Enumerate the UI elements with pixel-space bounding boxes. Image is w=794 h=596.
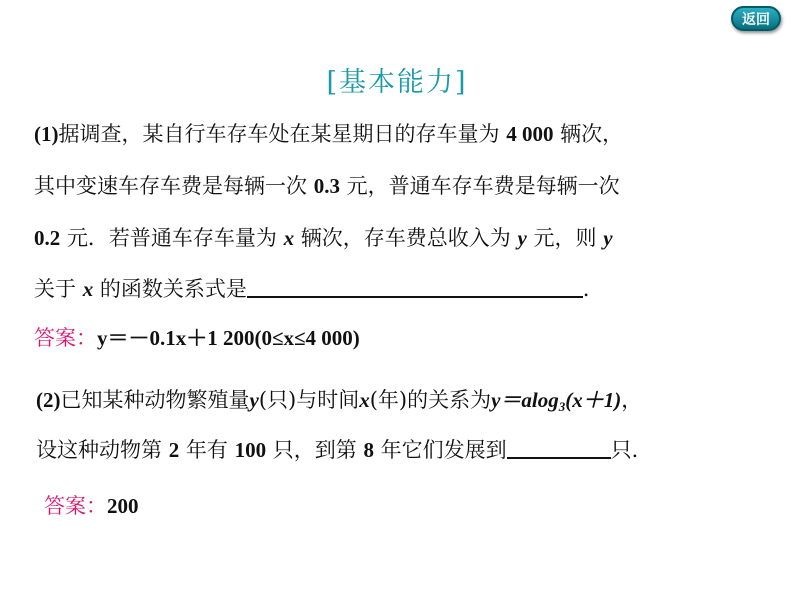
q2-text: ， bbox=[621, 388, 643, 412]
q2-variable: y bbox=[249, 388, 259, 412]
q2-formula: y＝alog$_3$(x＋1) bbox=[491, 388, 622, 414]
q1-text: ． bbox=[582, 277, 604, 301]
q1-variable: y bbox=[517, 226, 527, 250]
q1-text: 元，普通车存车费是每辆一次 bbox=[346, 174, 620, 198]
return-button[interactable]: 返回 bbox=[731, 6, 781, 31]
q1-answer-label: 答案： bbox=[34, 326, 97, 350]
q2-value: 8 bbox=[363, 438, 374, 462]
q2-text: 只． bbox=[610, 438, 653, 462]
q1-value: 0.2 bbox=[34, 226, 61, 250]
q2-answer bbox=[44, 490, 139, 520]
q1-variable: x bbox=[82, 277, 94, 301]
q2-text: (只)与时间 bbox=[258, 388, 360, 412]
q1-line-4 bbox=[34, 273, 604, 303]
q2-line-1 bbox=[36, 384, 642, 415]
q2-text: 已知某种动物繁殖量 bbox=[60, 388, 250, 412]
q1-text: 其中变速车存车费是每辆一次 bbox=[34, 174, 307, 198]
q1-answer-text: y＝－0.1x＋1 200(0≤x≤4 000) bbox=[97, 326, 360, 350]
q1-line-3 bbox=[34, 222, 613, 252]
q1-number: (1) bbox=[34, 122, 59, 146]
q2-line-2 bbox=[36, 434, 653, 464]
q1-variable: y bbox=[603, 226, 613, 250]
q2-value: 100 bbox=[234, 438, 267, 462]
q1-value: 0.3 bbox=[313, 174, 340, 198]
q2-answer-label: 答案： bbox=[44, 494, 107, 518]
q2-number: (2) bbox=[36, 388, 61, 412]
q1-text: 的函数关系式是 bbox=[99, 277, 247, 301]
q2-text: 年有 bbox=[185, 438, 228, 462]
q2-value: 2 bbox=[168, 438, 180, 462]
q1-answer bbox=[34, 322, 360, 352]
q1-text: 辆次，存车费总收入为 bbox=[300, 226, 511, 250]
q2-answer-text: 200 bbox=[107, 494, 139, 518]
q2-text: 设这种动物第 bbox=[36, 438, 162, 462]
q1-answer-blank bbox=[247, 276, 583, 298]
q1-text: 据调查，某自行车存车处在某星期日的存车量为 bbox=[58, 122, 500, 146]
q1-text: 元，则 bbox=[533, 226, 597, 250]
q2-text: 年它们发展到 bbox=[380, 438, 507, 462]
section-title: [基本能力] bbox=[326, 67, 468, 98]
q2-text: 只，到第 bbox=[272, 438, 357, 462]
q1-text: 辆次， bbox=[560, 122, 624, 146]
q2-answer-blank bbox=[507, 437, 611, 459]
q1-value: 4 000 bbox=[506, 122, 554, 146]
q1-text: 元．若普通车存车量为 bbox=[66, 226, 277, 250]
q1-text: 关于 bbox=[34, 277, 76, 301]
q1-line-2 bbox=[34, 170, 620, 200]
q1-line-1 bbox=[34, 118, 623, 148]
q1-variable: x bbox=[283, 226, 295, 250]
q2-variable: x bbox=[359, 388, 370, 412]
q2-text: (年)的关系为 bbox=[369, 388, 492, 412]
